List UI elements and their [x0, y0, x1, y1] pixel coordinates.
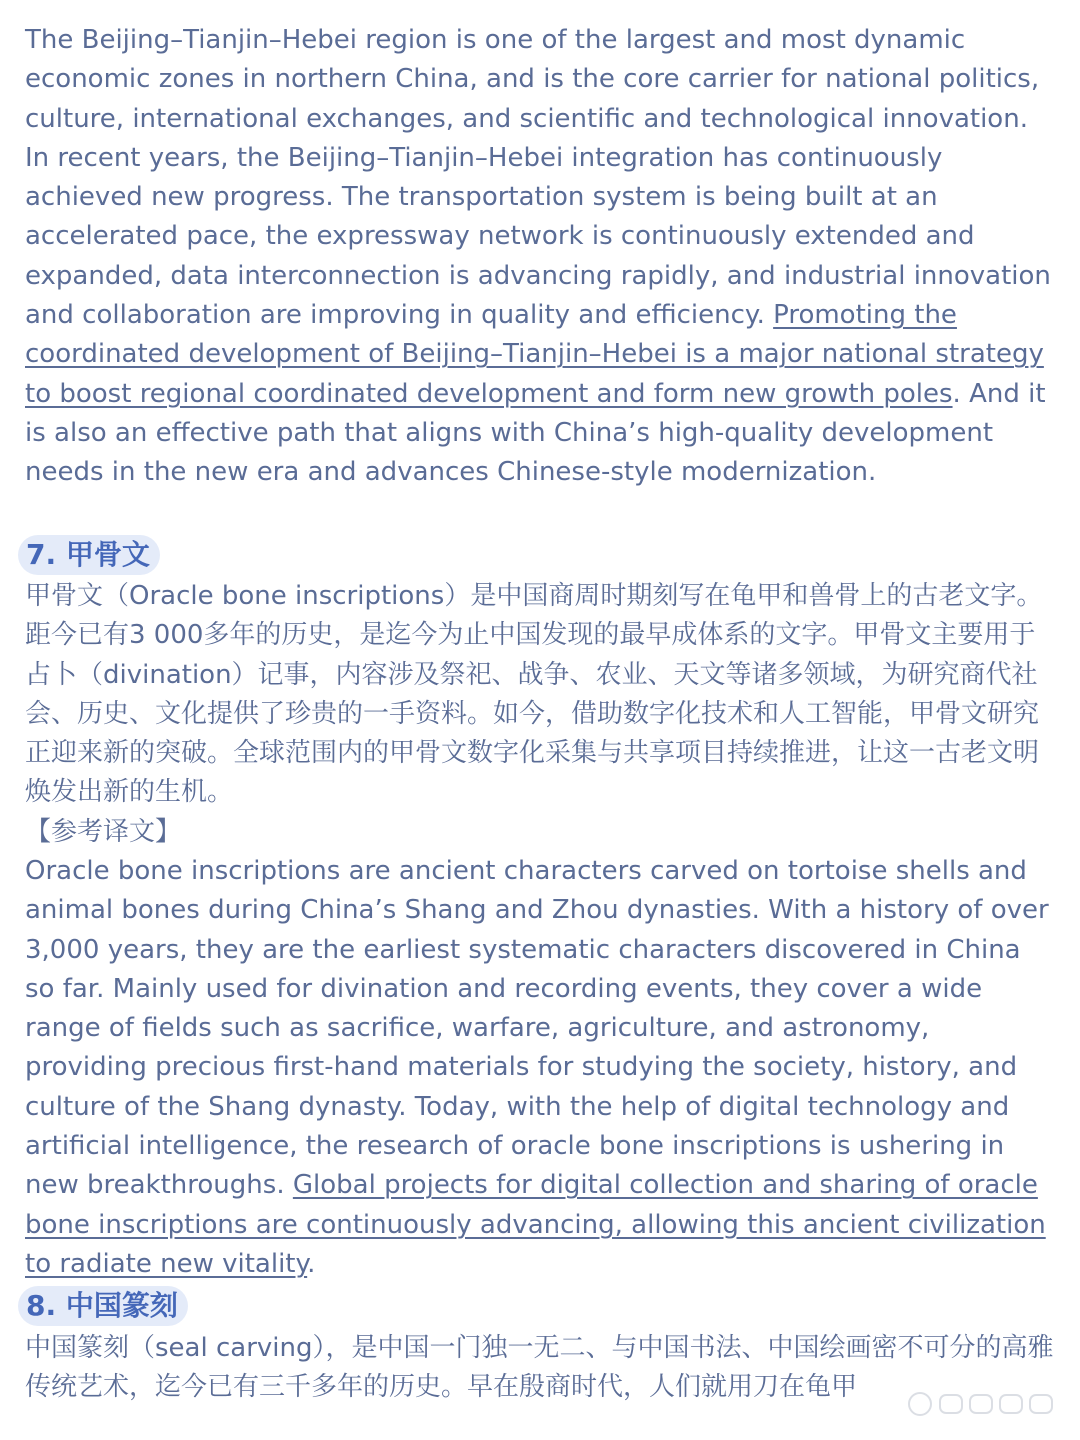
section-7-heading: 7. 甲骨文 [18, 535, 160, 575]
translation-tail-text: . [307, 1248, 316, 1279]
section-8-source-text: 中国篆刻（seal carving），是中国一门独一无二、与中国书法、中国绘画密不可分的高雅传统艺术，迄今已有三千多年的历史。早在殷商时代，人们就用刀在龟甲 [25, 1333, 1054, 1403]
watermark-icon [906, 1386, 1066, 1422]
section-7-translation [25, 852, 1055, 1284]
reference-translation-label: 【参考译文】 [25, 817, 182, 847]
section-7-source-text: 甲骨文（Oracle bone inscriptions）是中国商周时期刻写在龟甲和兽骨上的古老文字。距今已有3 000多年的历史，是迄今为止中国发现的最早成体系的文字。甲骨文主要用于占卜（divination）记事，内容涉及祭祀、战争、农业、天文等诸多领域，为研究商代社会、历史、文化提供了珍贵的一手资料。如今，借助数字化技术和人工智能，甲骨文研究正迎来新的突破。全球范围内的甲骨文数字化采集与共享项目持续推进，让这一古老文明焕发出新的生机。 [25, 581, 1043, 808]
underlined-translation-sentence: Global projects for digital collection and sharing of oracle bone inscriptions are continuously advancing, allowing this ancient civilization to radiate new vitality [25, 1170, 1046, 1279]
paragraph-tail-text: . And it is also an effective path that aligns with China’s high-quality development needs in the new era and advances Chinese-style modernization. [25, 378, 1046, 488]
translation-lead-text: Oracle bone inscriptions are ancient characters carved on tortoise shells and animal bones during China’s Shang and Zhou dynasties. With a history of over 3,000 years, they are the earliest systematic characters discovered in China so far. Mainly used for divination and recording events, they cover a wide range of fields such as sacrifice, warfare, agriculture, and astronomy, providing precious first-hand materials for studying the society, history, and culture of the Shang dynasty. Today, with the help of digital technology and artificial intelligence, the research of oracle bone inscriptions is ushering in new breakthroughs. [25, 856, 1049, 1201]
paragraph-lead-text: The Beijing–Tianjin–Hebei region is one of the largest and most dynamic economic zones in northern China, and is the core carrier for national politics, culture, international exchanges, and scientific and technological innovation. In recent years, the Beijing–Tianjin–Hebei integration has continuously achieved new progress. The transportation system is being built at an accelerated pace, the expressway network is continuously extended and expanded, data interconnection is advancing rapidly, and industrial innovation and collaboration are improving in quality and efficiency. [25, 25, 1051, 331]
underlined-key-sentence: Promoting the coordinated development of Beijing–Tianjin–Hebei is a major national strategy to boost regional coordinated development and form new growth poles [25, 300, 1044, 409]
section-8-heading: 8. 中国篆刻 [18, 1286, 188, 1326]
paragraph-beijing-tianjin-hebei [25, 21, 1055, 493]
